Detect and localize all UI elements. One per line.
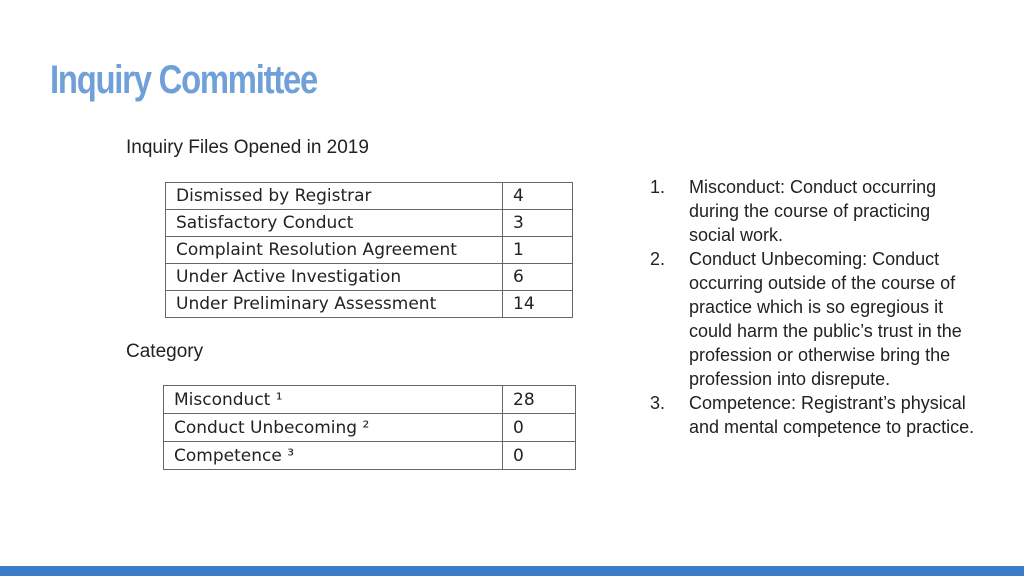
table-row	[166, 237, 573, 264]
table-row	[166, 291, 573, 318]
table-row	[166, 210, 573, 237]
table-cell-value: 28	[503, 386, 576, 414]
table-cell-label: Under Active Investigation	[166, 264, 503, 291]
list-text: Conduct Unbecoming: Conduct occurring outside of the course of practice which is so egregious it could harm the public’s trust in the profession or otherwise bring the profession into disrepute.	[689, 249, 962, 389]
category-table	[163, 385, 576, 470]
table-row	[164, 386, 576, 414]
category-heading: Category	[126, 341, 204, 362]
list-item	[648, 391, 978, 439]
list-number: 3.	[650, 393, 666, 413]
table-cell-label: Misconduct ¹	[164, 386, 503, 414]
list-text: Competence: Registrant’s physical and mental competence to practice.	[689, 393, 975, 437]
list-item	[648, 175, 978, 247]
table-cell-label: Conduct Unbecoming ²	[164, 414, 503, 442]
table-cell-label: Under Preliminary Assessment	[166, 291, 503, 318]
table-cell-label: Dismissed by Registrar	[166, 183, 503, 210]
table-cell-label: Competence ³	[164, 442, 503, 470]
list-text: Misconduct: Conduct occurring during the course of practicing social work.	[689, 177, 937, 245]
list-number: 2.	[650, 249, 666, 269]
table-row	[166, 264, 573, 291]
table-cell-label: Complaint Resolution Agreement	[166, 237, 503, 264]
page-title: Inquiry Committee	[50, 58, 318, 102]
table-cell-label: Satisfactory Conduct	[166, 210, 503, 237]
table-cell-value: 6	[503, 264, 573, 291]
table-cell-value: 0	[503, 442, 576, 470]
table-row	[164, 442, 576, 470]
table-cell-value: 3	[503, 210, 573, 237]
table-row	[166, 183, 573, 210]
table-cell-value: 4	[503, 183, 573, 210]
definitions-list	[648, 175, 978, 439]
table-row	[164, 414, 576, 442]
files-heading: Inquiry Files Opened in 2019	[126, 137, 369, 158]
table-cell-value: 0	[503, 414, 576, 442]
bottom-accent-bar	[0, 566, 1024, 576]
files-table	[165, 182, 573, 318]
list-number: 1.	[650, 177, 666, 197]
table-cell-value: 14	[503, 291, 573, 318]
table-cell-value: 1	[503, 237, 573, 264]
list-item	[648, 247, 978, 391]
